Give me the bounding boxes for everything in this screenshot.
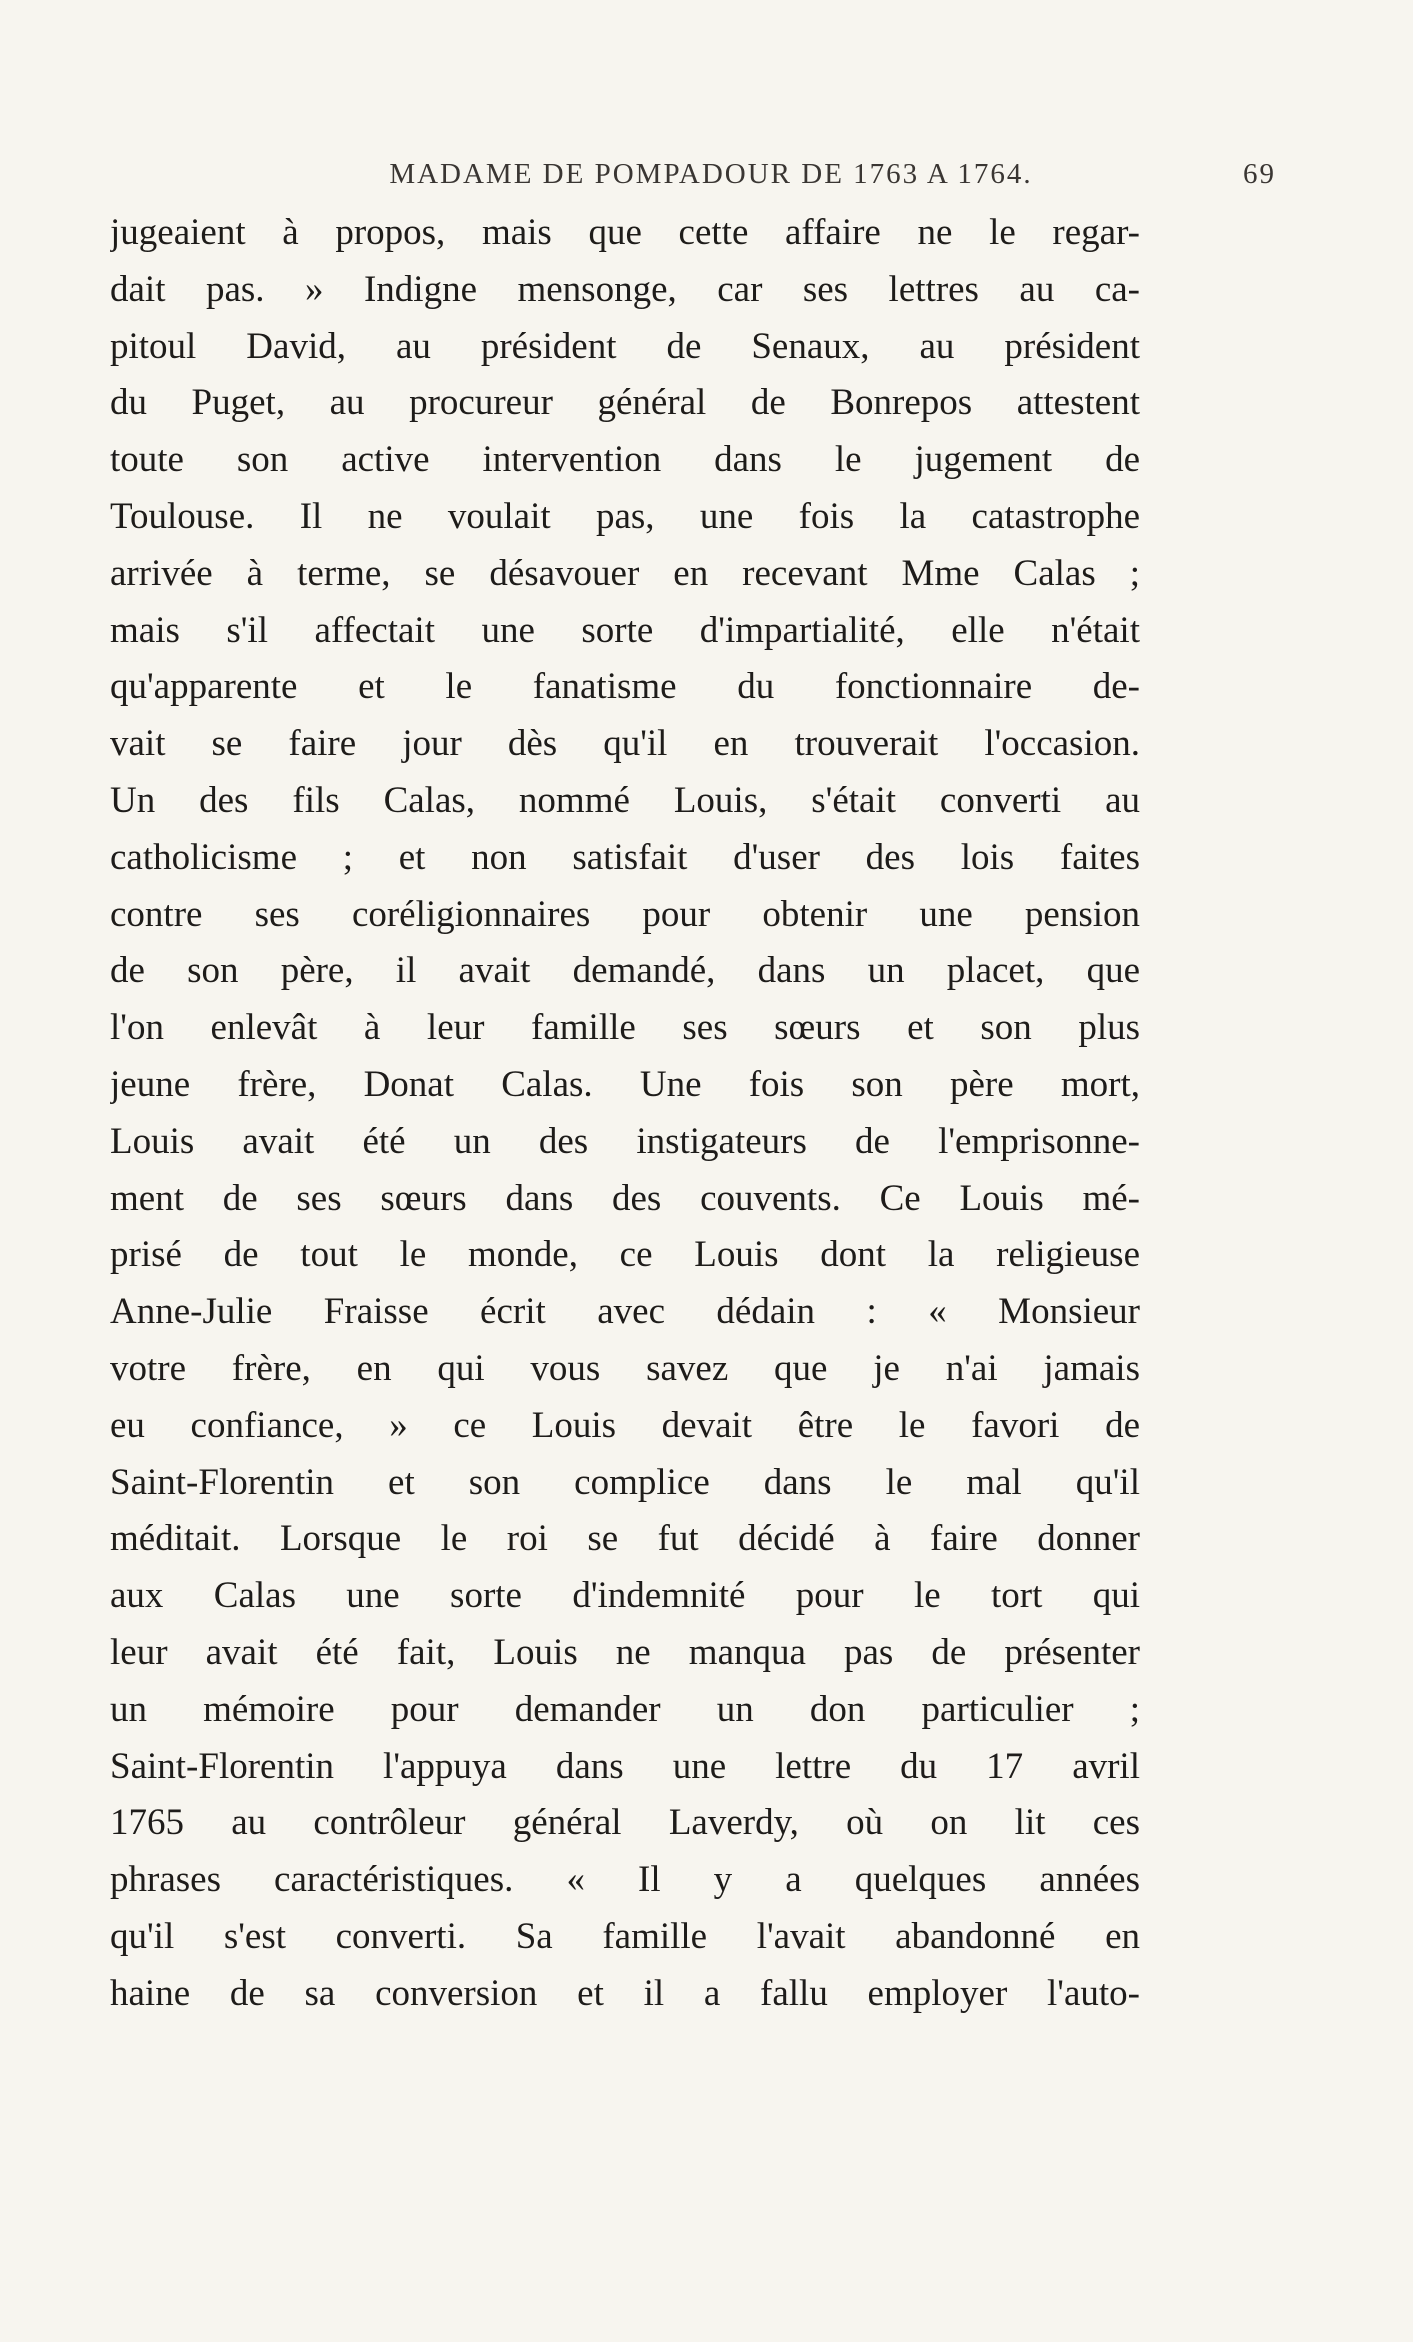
text-line: leur avait été fait, Louis ne manqua pas de présenter — [110, 1631, 1140, 1673]
text-line: contre ses coréligionnaires pour obtenir une pension — [110, 893, 1140, 935]
text-line: dait pas. » Indigne mensonge, car ses lettres au ca- — [110, 268, 1140, 310]
text-line: Louis avait été un des instigateurs de l'emprisonne- — [110, 1120, 1140, 1162]
running-head-title: MADAME DE POMPADOUR DE 1763 A 1764. — [389, 158, 1033, 190]
text-line: aux Calas une sorte d'indemnité pour le tort qui — [110, 1575, 1140, 1617]
text-line: catholicisme ; et non satisfait d'user des lois faites — [110, 836, 1140, 878]
body-text — [110, 205, 1140, 2023]
text-line: méditait. Lorsque le roi se fut décidé à faire donner — [110, 1518, 1140, 1560]
text-line: Saint-Florentin l'appuya dans une lettre du 17 avril — [110, 1745, 1140, 1787]
text-line: eu confiance, » ce Louis devait être le favori de — [110, 1404, 1140, 1446]
text-line: Toulouse. Il ne voulait pas, une fois la catastrophe — [110, 495, 1140, 537]
text-line: un mémoire pour demander un don particulier ; — [110, 1688, 1140, 1730]
text-line: arrivée à terme, se désavouer en recevant Mme Calas ; — [110, 552, 1140, 594]
text-line: Un des fils Calas, nommé Louis, s'était converti au — [110, 779, 1140, 821]
text-line: vait se faire jour dès qu'il en trouverait l'occasion. — [110, 723, 1140, 765]
text-line: phrases caractéristiques. « Il y a quelques années — [110, 1859, 1140, 1901]
running-head — [110, 158, 1276, 198]
text-line: votre frère, en qui vous savez que je n'ai jamais — [110, 1347, 1140, 1389]
text-line: Saint-Florentin et son complice dans le mal qu'il — [110, 1461, 1140, 1503]
text-line: l'on enlevât à leur famille ses sœurs et son plus — [110, 1007, 1140, 1049]
text-line: prisé de tout le monde, ce Louis dont la religieuse — [110, 1234, 1140, 1276]
text-line: mais s'il affectait une sorte d'impartialité, elle n'était — [110, 609, 1140, 651]
text-line: toute son active intervention dans le jugement de — [110, 439, 1140, 481]
text-line: 1765 au contrôleur général Laverdy, où on lit ces — [110, 1802, 1140, 1844]
page-number: 69 — [1243, 158, 1276, 190]
text-line: jeune frère, Donat Calas. Une fois son père mort, — [110, 1063, 1140, 1105]
text-line: de son père, il avait demandé, dans un placet, que — [110, 950, 1140, 992]
text-line: ment de ses sœurs dans des couvents. Ce Louis mé- — [110, 1177, 1140, 1219]
text-line: qu'apparente et le fanatisme du fonctionnaire de- — [110, 666, 1140, 708]
text-line: Anne-Julie Fraisse écrit avec dédain : « Monsieur — [110, 1291, 1140, 1333]
text-line: qu'il s'est converti. Sa famille l'avait abandonné en — [110, 1915, 1140, 1957]
text-line: jugeaient à propos, mais que cette affaire ne le regar- — [110, 212, 1140, 253]
text-line: pitoul David, au président de Senaux, au président — [110, 325, 1140, 367]
text-line: du Puget, au procureur général de Bonrepos attestent — [110, 382, 1140, 424]
text-line: haine de sa conversion et il a fallu employer l'auto- — [110, 1972, 1140, 2014]
